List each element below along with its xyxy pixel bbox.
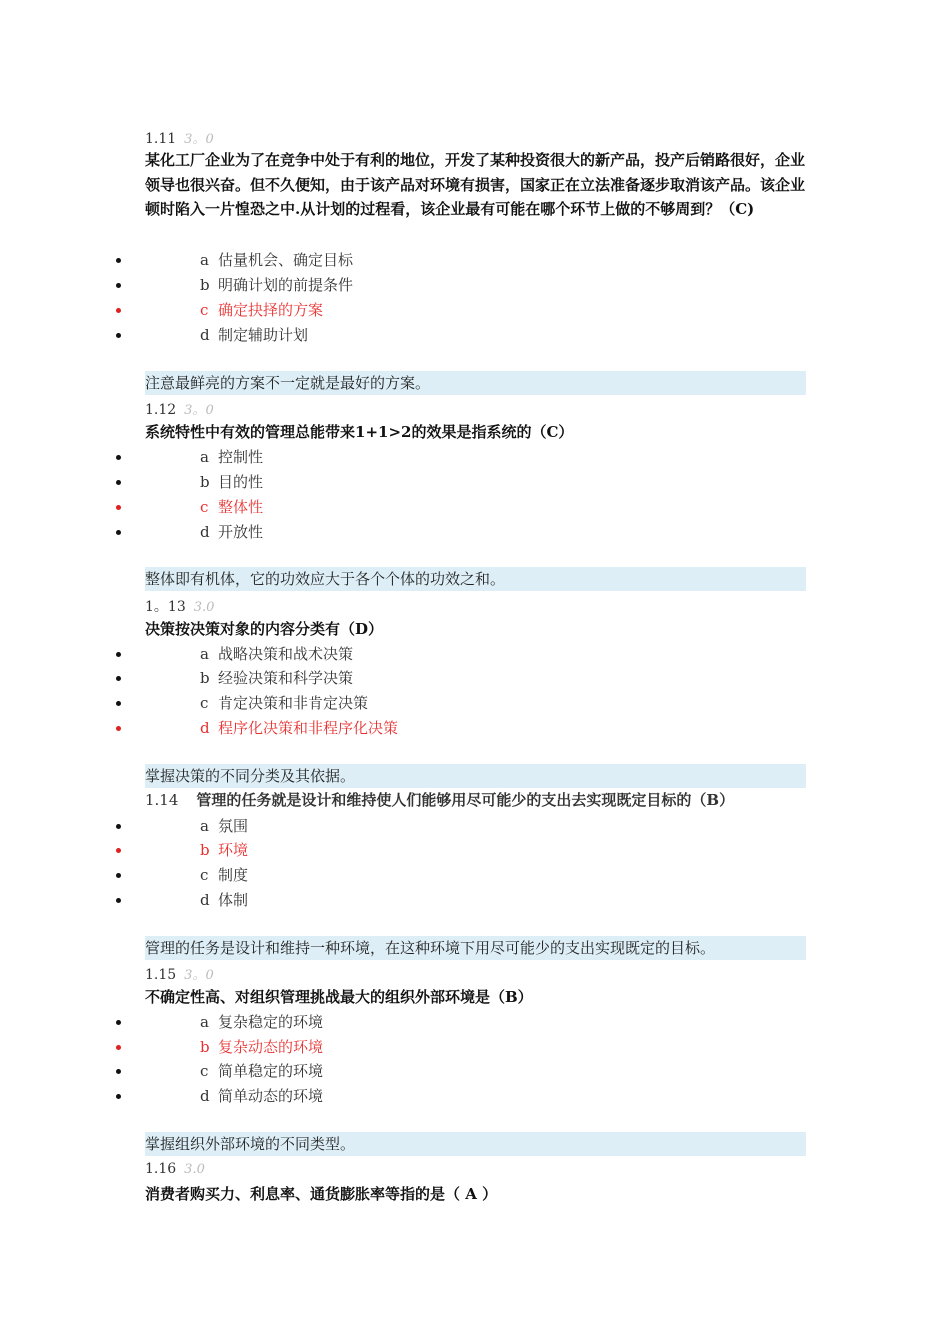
bullet-icon bbox=[116, 824, 121, 829]
bullet-icon bbox=[116, 1045, 121, 1050]
question-number: 1.15 3。0 bbox=[145, 967, 214, 983]
bullet-icon bbox=[116, 333, 121, 338]
question-text: 决策按决策对象的内容分类有（D） bbox=[145, 620, 384, 638]
bullet-icon bbox=[116, 848, 121, 853]
question-score: 3。0 bbox=[184, 132, 214, 147]
explanation-note: 整体即有机体，它的功效应大于各个个体的功效之和。 bbox=[145, 567, 806, 591]
bullet-icon bbox=[116, 701, 121, 706]
option-b: b 经验决策和科学决策 bbox=[0, 666, 800, 691]
bullet-icon bbox=[116, 1094, 121, 1099]
bullet-icon bbox=[116, 1020, 121, 1025]
bullet-icon bbox=[116, 455, 121, 460]
option-a: a 战略决策和战术决策 bbox=[0, 642, 800, 667]
question-score: 3.0 bbox=[184, 1162, 205, 1177]
option-a: a 控制性 bbox=[0, 445, 800, 470]
option-c-correct: c 整体性 bbox=[0, 495, 800, 520]
bullet-icon bbox=[116, 308, 121, 313]
bullet-icon bbox=[116, 873, 121, 878]
question-number: 1.14 管理的任务就是设计和维持使人们能够用尽可能少的支出去实现既定目标的（B） bbox=[145, 791, 735, 809]
question-number: 1.16 3.0 bbox=[145, 1161, 205, 1177]
question-text: 管理的任务就是设计和维持使人们能够用尽可能少的支出去实现既定目标的（B） bbox=[196, 791, 735, 809]
option-d: d 开放性 bbox=[0, 520, 800, 545]
explanation-note: 注意最鲜亮的方案不一定就是最好的方案。 bbox=[145, 371, 806, 395]
option-c: c 制度 bbox=[0, 863, 800, 888]
bullet-icon bbox=[116, 652, 121, 657]
option-b-correct: b 复杂动态的环境 bbox=[0, 1035, 800, 1060]
option-a: a 复杂稳定的环境 bbox=[0, 1010, 800, 1035]
bullet-icon bbox=[116, 530, 121, 535]
bullet-icon bbox=[116, 258, 121, 263]
question-text: 不确定性高、对组织管理挑战最大的组织外部环境是（B） bbox=[145, 988, 533, 1006]
question-text: 消费者购买力、利息率、通货膨胀率等指的是（ A ） bbox=[145, 1185, 498, 1203]
option-b: b 目的性 bbox=[0, 470, 800, 495]
option-d: d 简单动态的环境 bbox=[0, 1084, 800, 1109]
bullet-icon bbox=[116, 898, 121, 903]
explanation-note: 掌握组织外部环境的不同类型。 bbox=[145, 1132, 806, 1156]
explanation-note: 管理的任务是设计和维持一种环境，在这种环境下用尽可能少的支出实现既定的目标。 bbox=[145, 936, 806, 960]
question-text: 系统特性中有效的管理总能带来1+1>2的效果是指系统的（C） bbox=[145, 423, 574, 441]
bullet-icon bbox=[116, 283, 121, 288]
option-d-correct: d 程序化决策和非程序化决策 bbox=[0, 716, 800, 741]
question-score: 3。0 bbox=[184, 968, 214, 983]
option-b: b 明确计划的前提条件 bbox=[0, 273, 800, 298]
explanation-note: 掌握决策的不同分类及其依据。 bbox=[145, 764, 806, 788]
option-d: d 制定辅助计划 bbox=[0, 323, 800, 348]
question-number: 1.12 3。0 bbox=[145, 402, 214, 418]
question-score: 3。0 bbox=[184, 403, 214, 418]
bullet-icon bbox=[116, 1069, 121, 1074]
question-text: 某化工厂企业为了在竞争中处于有利的地位，开发了某种投资很大的新产品，投产后销路很好，企业领导也很兴奋。但不久便知，由于该产品对环境有损害，国家正在立法准备逐步取消该产品。该企业顿时陷入一片惶恐之中.从计划的过程看，该企业最有可能在哪个环节上做的不够周到？（C) bbox=[145, 151, 806, 219]
option-d: d 体制 bbox=[0, 888, 800, 913]
bullet-icon bbox=[116, 480, 121, 485]
bullet-icon bbox=[116, 726, 121, 731]
option-a: a 估量机会、确定目标 bbox=[0, 248, 800, 273]
question-number: 1.11 3。0 bbox=[145, 131, 214, 147]
option-c: c 简单稳定的环境 bbox=[0, 1059, 800, 1084]
option-c-correct: c 确定抉择的方案 bbox=[0, 298, 800, 323]
bullet-icon bbox=[116, 505, 121, 510]
option-c: c 肯定决策和非肯定决策 bbox=[0, 691, 800, 716]
bullet-icon bbox=[116, 676, 121, 681]
question-number: 1。13 3.0 bbox=[145, 599, 215, 615]
option-b-correct: b 环境 bbox=[0, 838, 800, 863]
option-a: a 氛围 bbox=[0, 814, 800, 839]
question-score: 3.0 bbox=[193, 600, 215, 615]
